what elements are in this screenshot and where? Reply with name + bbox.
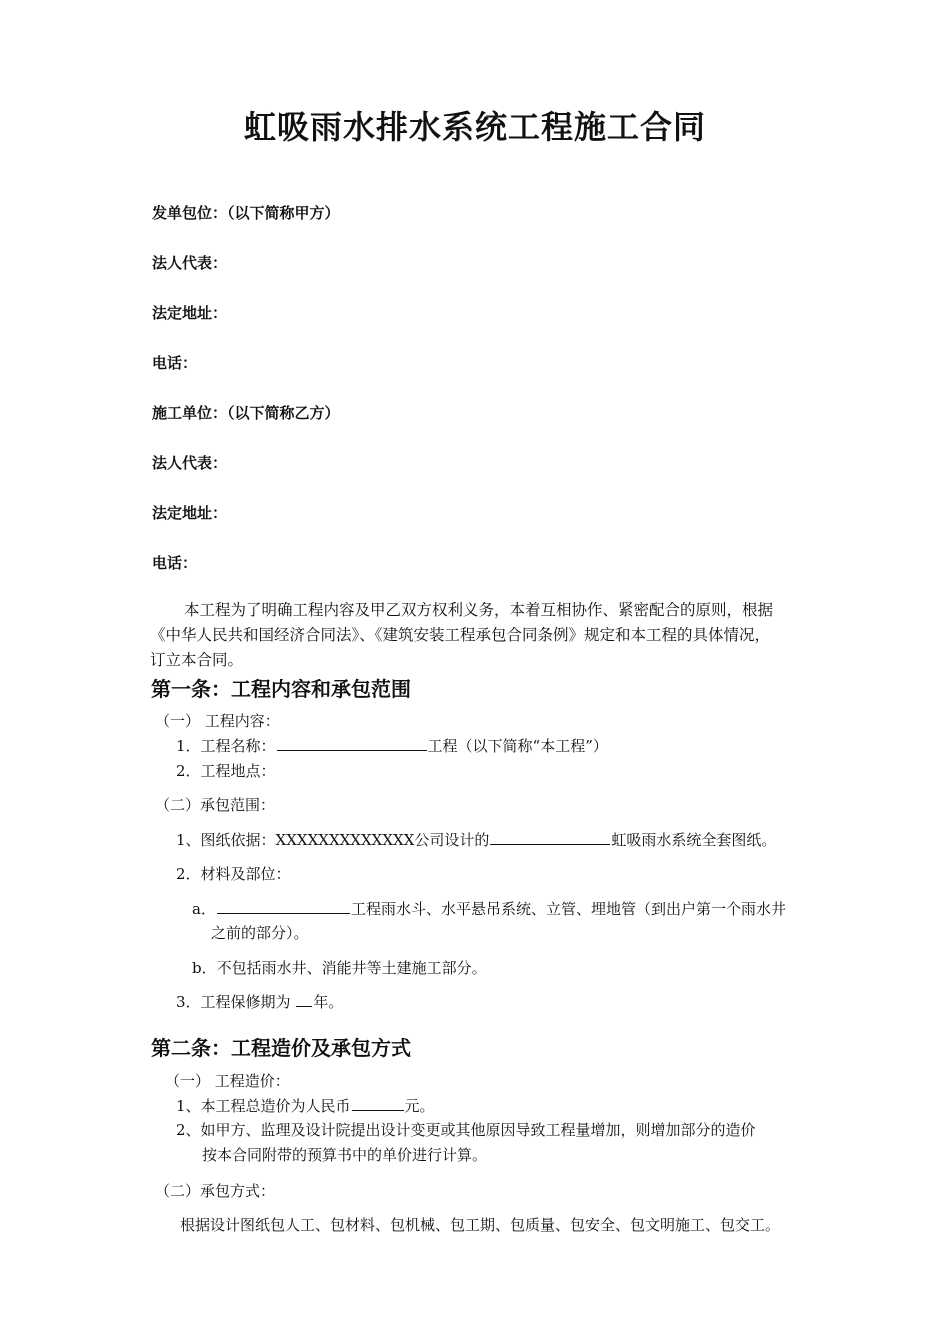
document-title: 虹吸雨水排水系统工程施工合同: [243, 108, 706, 146]
designer-blank: [490, 830, 610, 845]
project-location-label: 2．工程地点：: [176, 762, 276, 780]
intro-line: 《中华人民共和国经济合同法》、《建筑安装工程承包合同条例》规定和本工程的具体情况，: [150, 626, 771, 644]
party-b-representative: 法人代表：: [152, 454, 228, 472]
warranty-line: [176, 991, 343, 1012]
total-cost-label: 1、本工程总造价为人民币: [176, 1097, 351, 1115]
project-name-blank: [277, 736, 427, 751]
project-name-suffix: 工程（以下简称“本工程”）: [427, 737, 608, 755]
materials-label: 2．材料及部位：: [176, 865, 291, 883]
project-name-label: 1．工程名称：: [176, 737, 276, 755]
work-content-label: （一） 工程内容：: [155, 712, 280, 730]
party-a-phone: 电话：: [152, 354, 198, 372]
intro-line: 本工程为了明确工程内容及甲乙双方权利义务，本着互相协作、紧密配合的原则，根据: [184, 601, 774, 619]
materials-item-a-continued: 之前的部分）。: [211, 924, 309, 942]
contract-mode-text: 根据设计图纸包人工、包材料、包机械、包工期、包质量、包安全、包文明施工、包交工。: [180, 1216, 781, 1234]
materials-item-b: b．不包括雨水井、消能井等土建施工部分。: [192, 959, 487, 977]
article-2-heading: 第二条：工程造价及承包方式: [151, 1036, 411, 1060]
party-b-unit: 施工单位：（以下简称乙方）: [152, 404, 340, 422]
article-1-heading: 第一条：工程内容和承包范围: [151, 677, 411, 701]
project-name-line: [176, 735, 608, 756]
warranty-suffix: 年。: [313, 993, 344, 1011]
item-a-marker: a．: [192, 900, 216, 918]
party-b-phone: 电话：: [152, 554, 198, 572]
drawing-basis-label: 1、图纸依据：XXXXXXXXXXXXX公司设计的: [176, 831, 490, 849]
materials-item-a: [192, 898, 786, 919]
item-a-text: 工程雨水斗、水平悬吊系统、立管、埋地管（到出户第一个雨水井: [350, 900, 786, 918]
contract-scope-label: （二）承包范围：: [155, 796, 276, 814]
total-cost-blank: [352, 1096, 404, 1111]
total-cost-line: [176, 1095, 435, 1116]
party-a-unit: 发单包位：（以下简称甲方）: [152, 204, 340, 222]
warranty-blank: [296, 992, 312, 1007]
warranty-label: 3．工程保修期为: [176, 993, 291, 1011]
intro-paragraph: [150, 598, 850, 673]
contract-mode-label: （二）承包方式：: [155, 1182, 276, 1200]
design-change-continued: 按本合同附带的预算书中的单价进行计算。: [202, 1146, 488, 1164]
drawing-basis-suffix: 虹吸雨水系统全套图纸。: [611, 831, 777, 849]
total-cost-suffix: 元。: [404, 1097, 435, 1115]
item-a-blank: [217, 899, 350, 914]
design-change-line: 2、如甲方、监理及设计院提出设计变更或其他原因导致工程量增加，则增加部分的造价: [176, 1121, 756, 1139]
party-a-representative: 法人代表：: [152, 254, 228, 272]
drawing-basis-line: [176, 829, 776, 850]
intro-line: 订立本合同。: [150, 651, 244, 669]
party-b-address: 法定地址：: [152, 504, 228, 522]
project-cost-label: （一） 工程造价：: [165, 1072, 290, 1090]
party-a-address: 法定地址：: [152, 304, 228, 322]
